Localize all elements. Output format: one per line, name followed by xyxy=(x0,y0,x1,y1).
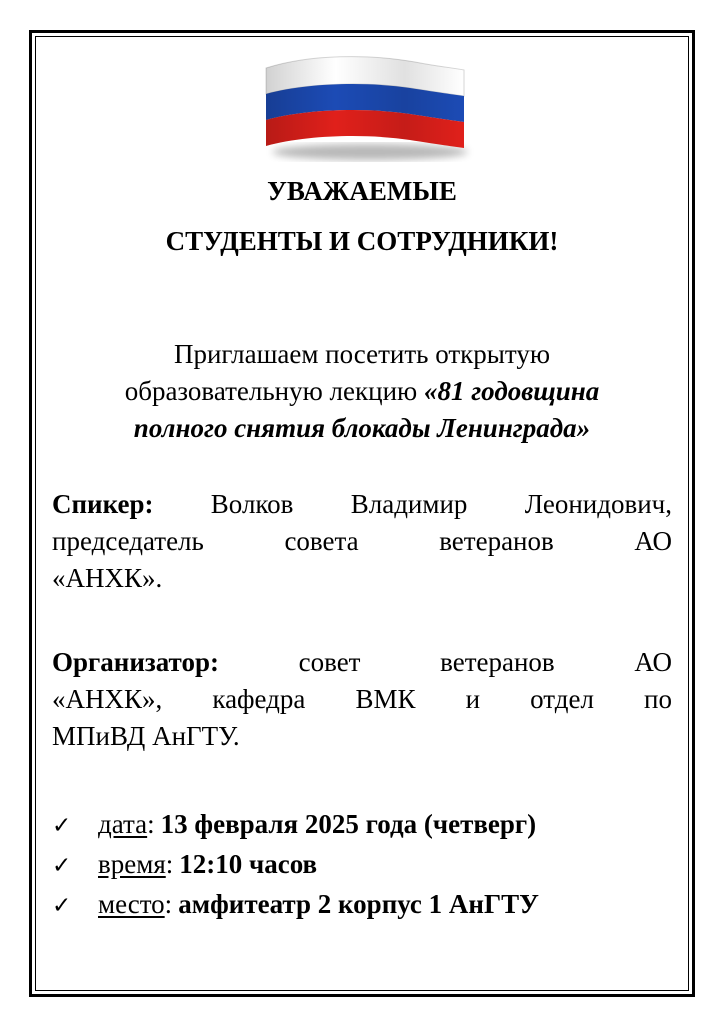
organizer-text-1: совет ветеранов АО xyxy=(218,647,672,677)
date-value: 13 февраля 2025 года (четверг) xyxy=(160,809,537,839)
speaker-line-3: «АНХК». xyxy=(52,563,163,593)
check-icon: ✓ xyxy=(52,813,72,839)
lecture-title-part-2: полного снятия блокады Ленинграда» xyxy=(133,413,591,443)
detail-time xyxy=(52,846,682,886)
heading-line-2: СТУДЕНТЫ И СОТРУДНИКИ! xyxy=(165,226,559,256)
invitation-text xyxy=(50,336,674,447)
date-separator: : xyxy=(147,809,155,839)
organizer-line-2: «АНХК», кафедра ВМК и отдел по xyxy=(52,684,672,714)
speaker-line-1 xyxy=(52,486,672,523)
date-label: дата xyxy=(98,809,148,839)
speaker-line-2: председатель совета ветеранов АО xyxy=(52,526,672,556)
place-label: место xyxy=(98,889,165,919)
detail-place xyxy=(52,886,682,926)
heading-line-1: УВАЖАЕМЫЕ xyxy=(267,176,457,206)
event-details-list xyxy=(52,806,682,926)
organizer-label: Организатор: xyxy=(52,647,219,677)
time-value: 12:10 часов xyxy=(179,849,318,879)
speaker-name: Волков Владимир Леонидович, xyxy=(153,489,672,519)
russian-flag-icon xyxy=(250,40,480,170)
organizer-line-3: МПиВД АнГТУ. xyxy=(52,721,240,751)
speaker-label: Спикер: xyxy=(52,489,154,519)
invitation-line-2 xyxy=(50,373,674,410)
invitation-prefix: образовательную лекцию xyxy=(124,376,424,406)
place-separator: : xyxy=(164,889,173,919)
detail-date xyxy=(52,806,682,846)
place-value: амфитеатр 2 корпус 1 АнГТУ xyxy=(178,889,539,919)
time-label: время xyxy=(98,849,166,879)
check-icon: ✓ xyxy=(52,893,72,919)
check-icon: ✓ xyxy=(52,853,72,879)
organizer-paragraph xyxy=(52,644,672,755)
organizer-line-1 xyxy=(52,644,672,681)
invitation-line-1: Приглашаем посетить открытую xyxy=(173,339,551,369)
time-separator: : xyxy=(165,849,174,879)
speaker-paragraph xyxy=(52,486,672,597)
lecture-title-part-1: «81 годовщина xyxy=(423,376,600,406)
